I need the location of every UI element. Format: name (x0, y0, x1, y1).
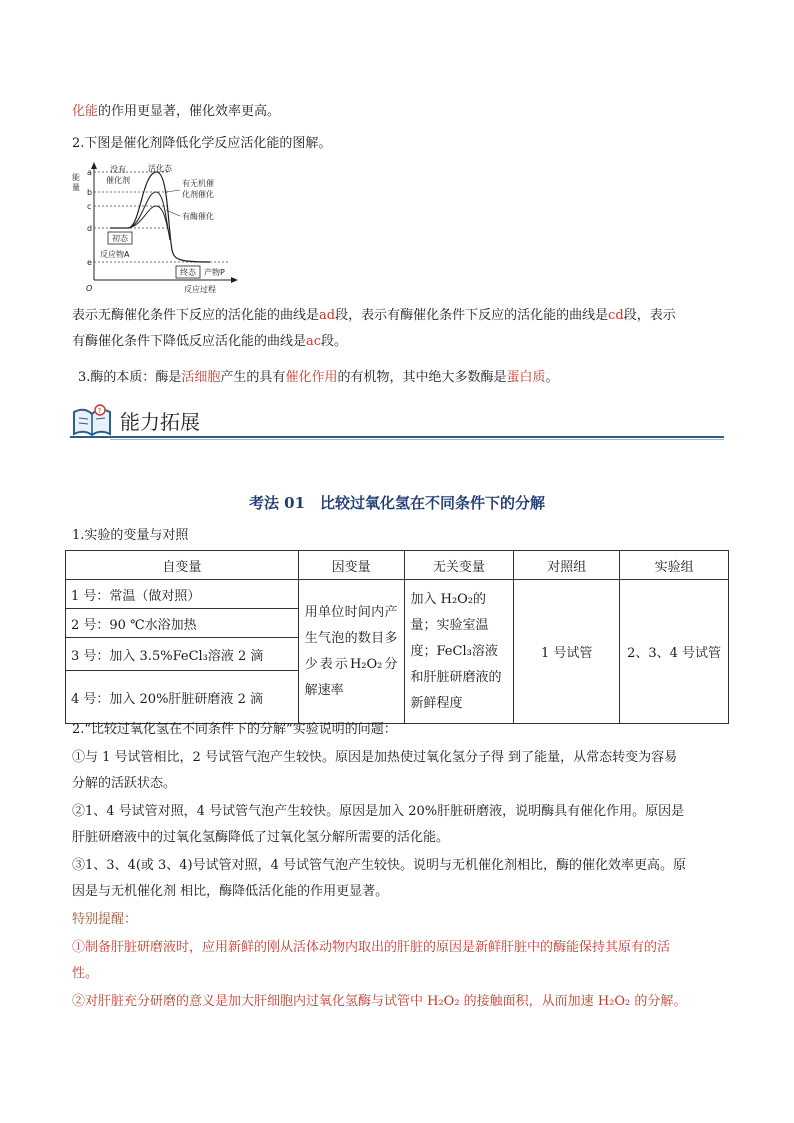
level-c: c (87, 202, 92, 211)
special-title: 特别提醒： (72, 912, 138, 927)
control-cell: 1 号试管 (514, 580, 620, 724)
note-2b: 肝脏研磨液中的过氧化氢酶降低了过氧化氢分解所需要的活化能。 (72, 830, 450, 845)
level-b: b (87, 188, 93, 197)
curve-text-p4: 有酶催化条件下降低反应活化能的曲线是 (72, 334, 307, 349)
note-1a: ①与 1 号试管相比，2 号试管气泡产生较快。原因是加热使过氧化氢分子得 到了能量，从常态转变为容易 (72, 750, 678, 765)
curve-value-cd: cd (608, 308, 624, 323)
point3-p4: 。 (545, 370, 559, 385)
y-axis-label-2: 量 (72, 183, 80, 192)
inorganic-catalyst-curve (128, 192, 170, 240)
no-catalyst-label-1: 没有 (110, 165, 126, 174)
special-tip-2a: ②对肝脏充分研磨的意义是加大肝细胞内过氧化氢酶与试管中 H₂O₂ 的接触面积，从而加速 H₂O₂ 的分解。 (72, 994, 687, 1009)
product-label: 产物P (204, 268, 225, 277)
note-3a: ③1、3、4(或 3、4)号试管对照，4 号试管气泡产生较快。说明与无机催化剂相比，酶的催化效率更高。原 (72, 858, 687, 873)
section-title-rule-thin (110, 439, 724, 440)
final-label: 终态 (180, 268, 196, 277)
independent-4: 4 号：加入 20%肝脏研磨液 2 滴 (66, 671, 299, 724)
section-title-rule (70, 436, 724, 438)
reactant-label: 反应物A (100, 250, 130, 259)
curve-text-p3: 段，表示 (623, 308, 676, 323)
special-tip-1b: 性。 (72, 966, 99, 981)
variables-table (65, 550, 729, 724)
header-independent: 自变量 (66, 551, 299, 580)
origin-label: O (86, 284, 93, 293)
note-1b: 分解的活跃状态。 (72, 776, 177, 791)
activation-energy-diagram (70, 160, 240, 296)
header-irrelevant: 无关变量 (404, 551, 514, 580)
x-axis-label: 反应过程 (184, 285, 216, 294)
curve-value-ad: ad (319, 308, 336, 323)
point3-p1: 3.酶的本质：酶是 (78, 370, 182, 385)
level-e: e (87, 258, 92, 267)
header-control: 对照组 (514, 551, 620, 580)
point3-red-protein: 蛋白质 (506, 370, 546, 385)
intro-red-text: 化能 (72, 104, 99, 119)
point3-line (78, 366, 559, 385)
initial-label: 初态 (112, 234, 128, 243)
book-icon (70, 402, 114, 438)
y-axis-label-1: 能 (72, 173, 80, 182)
independent-2: 2 号：90 ℃水浴加热 (66, 609, 299, 638)
section-title-text: 能力拓展 (120, 410, 200, 434)
point3-p3: 的有机物，其中绝大多数酶是 (337, 370, 507, 385)
irrelevant-cell: 加入 H₂O₂的量；实验室温度；FeCl₃溶液和肝脏研磨液的新鲜程度 (404, 580, 514, 724)
point3-p2: 产生的具有 (220, 370, 286, 385)
independent-3: 3 号：加入 3.5%FeCl₃溶液 2 滴 (66, 638, 299, 671)
inorganic-label-1: 有无机催 (182, 179, 214, 188)
experimental-cell: 2、3、4 号试管 (620, 580, 729, 724)
dependent-cell: 用单位时间内产生气泡的数目多少表示H₂O₂分解速率 (298, 580, 404, 724)
point3-red-catalysis: 催化作用 (285, 370, 338, 385)
inorganic-label-2: 化剂催化 (182, 190, 214, 199)
independent-1: 1 号：常温（做对照） (66, 580, 299, 609)
curve-text-p1: 表示无酶催化条件下反应的活化能的曲线是 (72, 308, 320, 323)
level-d: d (87, 224, 93, 233)
level-a: a (87, 168, 92, 177)
curve-text-line-1 (72, 304, 676, 323)
curve-text-p5: 段。 (321, 334, 348, 349)
svg-text:?: ? (97, 407, 102, 415)
header-dependent: 因变量 (298, 551, 404, 580)
intro-line (72, 100, 280, 119)
x-axis-arrow (231, 277, 238, 283)
section-header (70, 400, 724, 440)
enzyme-label: 有酶催化 (182, 212, 214, 221)
activated-label: 活化态 (148, 164, 172, 173)
no-catalyst-label-2: 催化剂 (106, 176, 130, 185)
curve-value-ac: ac (306, 334, 322, 349)
table-title: 1.实验的变量与对照 (72, 528, 189, 543)
note-3b: 因是与无机催化剂 相比，酶降低活化能的作用更显著。 (72, 884, 389, 899)
curve-text-p2: 段，表示有酶催化条件下反应的活化能的曲线是 (335, 308, 609, 323)
method-title: 考法 01 比较过氧化氢在不同条件下的分解 (248, 494, 546, 512)
intro-rest-text: 的作用更显著，催化效率更高。 (98, 104, 281, 119)
curve-text-line-2 (72, 330, 347, 349)
special-tip-1a: ①制备肝脏研磨液时，应用新鲜的刚从活体动物内取出的肝脏的原因是新鲜肝脏中的酶能保持其原有的活 (72, 940, 671, 955)
header-experimental: 实验组 (620, 551, 729, 580)
point3-red-cell: 活细胞 (181, 370, 221, 385)
table-header-row (66, 551, 729, 580)
inorganic-pointer (166, 190, 180, 192)
table-row (66, 580, 729, 609)
note-2a: ②1、4 号试管对照，4 号试管气泡产生较快。原因是加入 20%肝脏研磨液，说明酶具有催化作用。原因是 (72, 804, 685, 819)
point2b-title: 2.“比较过氧化氢在不同条件下的分解”实验说明的问题： (72, 722, 397, 737)
point2-title: 2.下图是催化剂降低化学反应活化能的图解。 (72, 136, 332, 151)
